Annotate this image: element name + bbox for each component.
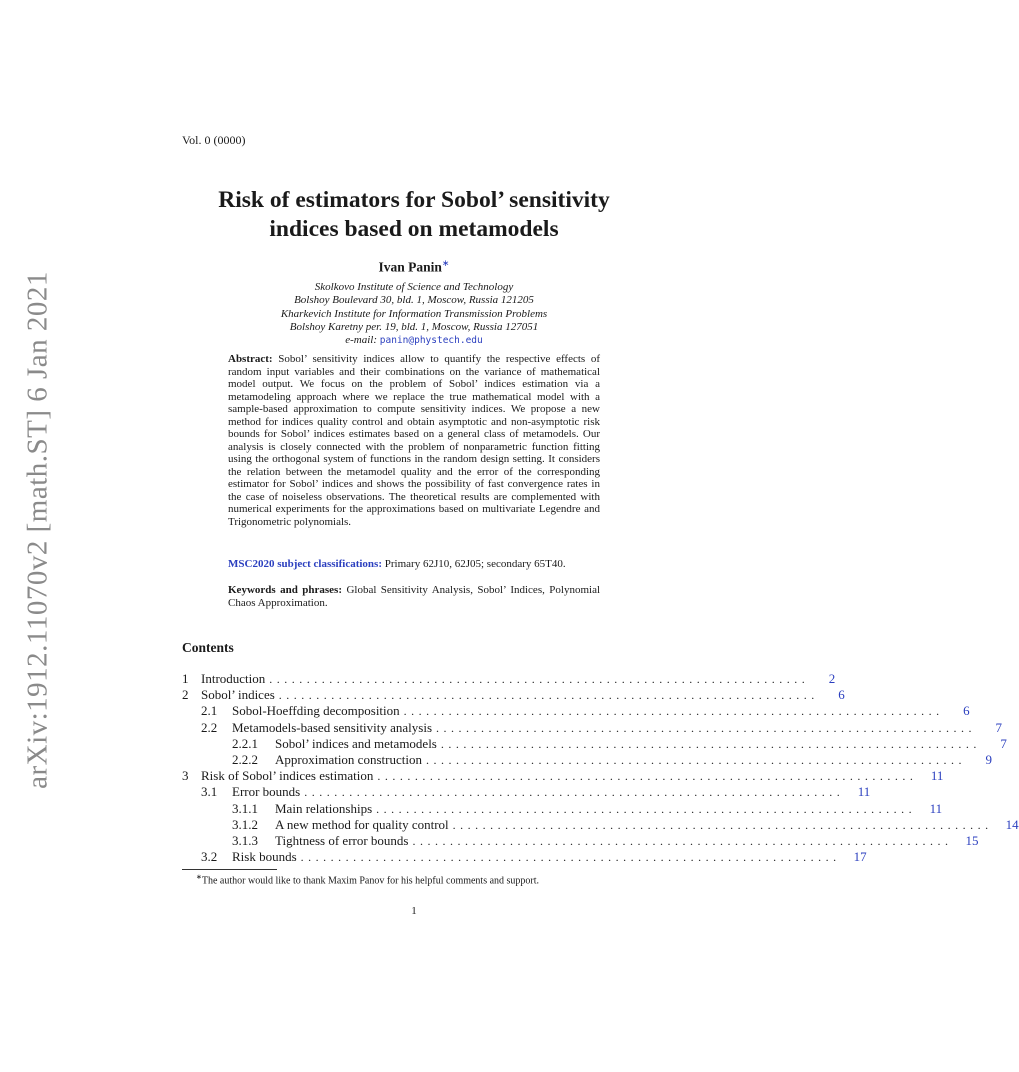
email-label: e-mail: — [345, 334, 378, 347]
toc-page-link[interactable]: 15 — [965, 832, 979, 848]
author-footnote-mark[interactable]: ∗ — [441, 258, 450, 268]
toc-page-link[interactable]: 7 — [1000, 735, 1007, 751]
msc-classification — [228, 558, 600, 571]
toc-entry-introduction[interactable] — [182, 671, 836, 687]
toc-title: Risk bounds — [232, 849, 301, 865]
toc-entry-quality-control[interactable] — [182, 816, 1019, 833]
email-line — [200, 334, 628, 347]
toc-title: Introduction — [201, 671, 269, 687]
toc-page-link[interactable]: 7 — [995, 719, 1003, 735]
toc-leader-dots: ........................................................................ — [412, 833, 953, 848]
footnote-mark: ∗ — [196, 873, 202, 881]
toc-entry-indices-metamodels[interactable] — [182, 735, 1007, 752]
toc-number: 3.2 — [201, 849, 218, 865]
paper-title — [150, 186, 678, 244]
toc-page-link[interactable]: 14 — [1005, 816, 1019, 832]
affiliation-line-2: Bolshoy Boulevard 30, bld. 1, Moscow, Russia 121205 — [294, 294, 534, 307]
toc-page-link[interactable]: 17 — [853, 849, 867, 865]
footnote — [196, 873, 656, 886]
footnote-text: The author would like to thank Maxim Panov for his helpful comments and support. — [201, 875, 540, 887]
toc-number: 3.1.2 — [232, 816, 258, 832]
affiliation-block — [200, 281, 628, 347]
toc-leader-dots: ........................................................................ — [304, 785, 845, 800]
toc-number: 2.2.2 — [232, 751, 258, 767]
abstract — [228, 353, 600, 528]
toc-page-link[interactable]: 11 — [857, 784, 871, 800]
title-line-1: Risk of estimators for Sobol’ sensitivity — [218, 187, 610, 213]
toc-number: 3.1.1 — [232, 800, 258, 816]
toc-entry-risk-estimation[interactable] — [182, 768, 944, 784]
toc-title: Sobol-Hoeffding decomposition — [232, 703, 404, 719]
author-name: Ivan Panin — [378, 259, 442, 275]
toc-page-link[interactable]: 6 — [963, 703, 970, 719]
msc-text: Primary 62J10, 62J05; secondary 65T40. — [384, 558, 566, 570]
toc-entry-approximation-construction[interactable] — [182, 751, 992, 768]
toc-number: 2.1 — [201, 703, 218, 719]
toc-number: 2 — [182, 687, 189, 703]
toc-entry-error-bounds[interactable] — [182, 784, 871, 800]
toc-number: 2.2 — [201, 719, 218, 735]
toc-leader-dots: ........................................................................ — [440, 736, 981, 751]
toc-entry-risk-bounds[interactable] — [182, 849, 867, 865]
affiliation-line-4: Bolshoy Karetny per. 19, bld. 1, Moscow, Russia 127051 — [289, 320, 539, 333]
keywords-text: Global Sensitivity Analysis, Sobol’ Indices, Polynomial Chaos Approximation. — [228, 584, 601, 609]
msc-link[interactable]: MSC2020 subject classifications: — [228, 558, 382, 570]
keywords-label: Keywords and phrases: — [228, 584, 342, 596]
author — [250, 258, 578, 276]
email-link[interactable]: panin@phystech.edu — [379, 335, 483, 347]
toc-entry-main-relationships[interactable] — [182, 800, 943, 817]
affiliation-line-3: Kharkevich Institute for Information Transmission Problems — [280, 307, 548, 320]
toc-entry-sobol-hoeffding[interactable] — [182, 703, 970, 719]
toc-leader-dots: ........................................................................ — [452, 817, 993, 832]
toc-number: 2.2.1 — [232, 735, 258, 751]
toc-leader-dots: ........................................................................ — [436, 720, 977, 735]
arxiv-identifier-stamp: arXiv:1912.11070v2 [math.ST] 6 Jan 2021 — [21, 271, 54, 789]
toc-title: Metamodels-based sensitivity analysis — [232, 720, 436, 736]
toc-title: Risk of Sobol’ indices estimation — [201, 768, 377, 784]
toc-leader-dots: ........................................................................ — [403, 704, 944, 719]
toc-page-link[interactable]: 2 — [828, 671, 836, 686]
toc-leader-dots: ........................................................................ — [377, 769, 918, 784]
contents-heading: Contents — [182, 640, 234, 655]
toc-number: 1 — [182, 671, 189, 686]
toc-title: Main relationships — [275, 801, 376, 817]
toc-leader-dots: ........................................................................ — [278, 688, 819, 703]
toc-title: Sobol’ indices and metamodels — [275, 736, 441, 752]
toc-title: Tightness of error bounds — [275, 833, 413, 849]
toc-page-link[interactable]: 9 — [985, 751, 992, 767]
toc-title: Error bounds — [232, 784, 304, 800]
toc-leader-dots: ........................................................................ — [300, 850, 841, 865]
toc-entry-sobol-indices[interactable] — [182, 687, 845, 703]
toc-number: 3 — [182, 768, 189, 784]
keywords — [228, 584, 600, 609]
toc-leader-dots: ........................................................................ — [376, 801, 917, 816]
abstract-label: Abstract: — [228, 353, 273, 365]
abstract-text: Sobol’ sensitivity indices allow to quantify the respective effects of random input variables and their combinations on the variance of mathematical model output. We focus on the problem of Sobol’ indices estimation via a metamodeling approach where we replace the true mathematical model with a sample-based approximation to compute sensitivity indices. We propose a new method for indices quality control and obtain asymptotic and non-asymptotic risk bounds for Sobol’ indices estimates based on a general class of metamodels. Our analysis is closely connected with the problem of nonparametric function fitting using the orthogonal system of functions in the random design setting. It considers the relation between the metamodel quality and the error of the corresponding estimator for Sobol’ indices and shows the possibility of fast convergence rates in the case of noiseless observations. The theoretical results are complemented with numerical experiments for the approximations based on multivariate Legendre and Trigonometric polynomials. — [228, 353, 600, 528]
page-number: 1 — [411, 905, 417, 917]
toc-page-link[interactable]: 11 — [930, 768, 944, 784]
toc-entry-tightness[interactable] — [182, 832, 979, 849]
toc-title: Approximation construction — [275, 752, 426, 768]
toc-leader-dots: ........................................................................ — [425, 752, 966, 767]
toc-title: Sobol’ indices — [201, 687, 279, 703]
toc-title: A new method for quality control — [275, 817, 453, 833]
toc-page-link[interactable]: 6 — [838, 687, 845, 703]
toc-number: 3.1.3 — [232, 832, 258, 848]
journal-volume: Vol. 0 (0000) — [182, 133, 246, 147]
affiliation-line-1: Skolkovo Institute of Science and Technology — [314, 281, 514, 293]
toc-number: 3.1 — [201, 784, 218, 800]
toc-entry-metamodels-analysis[interactable] — [182, 719, 1003, 736]
toc-leader-dots: ........................................................................ — [269, 672, 810, 686]
footnote-divider — [182, 869, 277, 870]
title-line-2: indices based on metamodels — [269, 216, 559, 242]
table-of-contents — [182, 671, 1019, 865]
toc-page-link[interactable]: 11 — [929, 800, 943, 816]
